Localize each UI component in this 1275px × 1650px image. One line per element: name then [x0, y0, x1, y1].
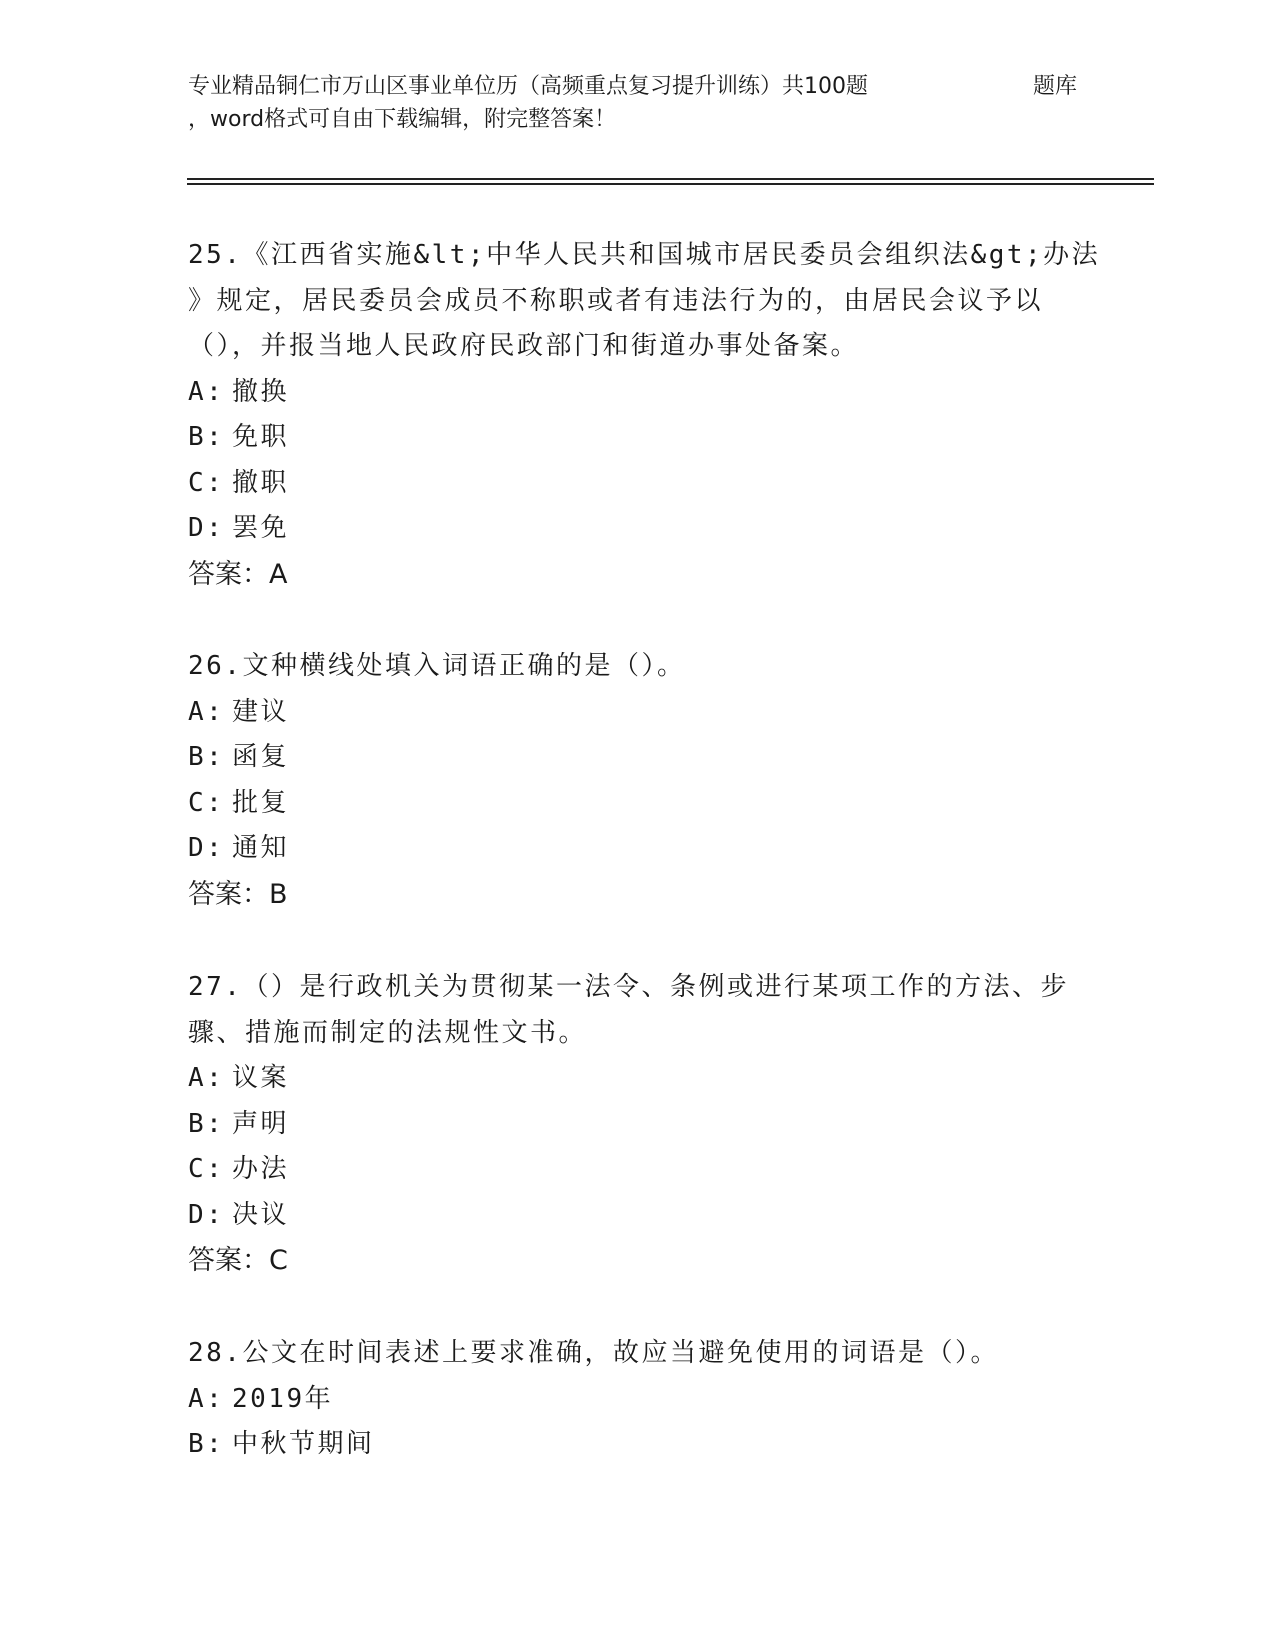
option-text: 罢免 [232, 513, 290, 543]
header-divider-top [187, 178, 1154, 180]
option-a [188, 1377, 1088, 1423]
option-d [188, 506, 1088, 552]
option-label: C: [188, 787, 225, 818]
option-a [188, 370, 1088, 416]
option-a [188, 690, 1088, 736]
option-label: B: [188, 742, 225, 772]
option-text: 撤换 [232, 376, 290, 407]
answer-line: 答案：B [188, 878, 288, 910]
option-label: A: [188, 696, 225, 727]
option-text: 办法 [232, 1154, 290, 1184]
option-c [188, 781, 1088, 827]
question-stem-line: 25.《江西省实施&lt;中华人民共和国城市居民委员会组织法&gt;办法 [188, 240, 1101, 270]
question-28 [188, 1331, 1088, 1468]
option-label: B: [188, 1429, 225, 1459]
question-stem-line: 26.文种横线处填入词语正确的是（）。 [188, 651, 686, 681]
option-label: A: [188, 1063, 225, 1093]
option-text: 2019年 [232, 1383, 334, 1414]
question-stem-line: 》规定，居民委员会成员不称职或者有违法行为的，由居民会议予以 [188, 285, 1044, 316]
option-text: 决议 [232, 1199, 290, 1230]
option-d [188, 1193, 1088, 1239]
question-27 [188, 965, 1088, 1284]
answer-line: 答案：A [188, 558, 288, 590]
header-title-line1: 专业精品铜仁市万山区事业单位历（高频重点复习提升训练）共100题 [188, 74, 868, 99]
option-b [188, 415, 1088, 461]
header-title-line2: ，word格式可自由下载编辑，附完整答案！ [188, 107, 617, 132]
header-divider-bottom [187, 183, 1154, 185]
option-text: 中秋节期间 [232, 1429, 375, 1459]
option-text: 声明 [232, 1108, 290, 1139]
option-label: C: [188, 467, 225, 498]
option-label: B: [188, 1108, 225, 1139]
question-stem-line: 骤、措施而制定的法规性文书。 [188, 1017, 588, 1048]
option-d [188, 826, 1088, 872]
option-c [188, 461, 1088, 507]
option-b [188, 1102, 1088, 1148]
option-text: 免职 [232, 422, 290, 452]
option-b [188, 735, 1088, 781]
option-label: C: [188, 1154, 225, 1184]
option-label: B: [188, 422, 225, 452]
question-stem-line: 27.（）是行政机关为贯彻某一法令、条例或进行某项工作的方法、步 [188, 972, 1069, 1002]
document-header [188, 70, 1088, 136]
option-label: A: [188, 1383, 225, 1414]
option-c [188, 1147, 1088, 1193]
option-text: 批复 [232, 787, 290, 818]
option-label: A: [188, 376, 225, 407]
question-stem-line: （），并报当地人民政府民政部门和街道办事处备案。 [188, 331, 860, 361]
header-title-tag: 题库 [1033, 74, 1078, 99]
option-label: D: [188, 513, 225, 543]
option-text: 函复 [232, 742, 290, 772]
answer-line: 答案：C [188, 1245, 288, 1276]
option-a [188, 1056, 1088, 1102]
option-text: 议案 [232, 1063, 290, 1093]
question-25 [188, 233, 1101, 597]
option-label: D: [188, 833, 225, 863]
option-text: 撤职 [232, 467, 290, 498]
option-text: 建议 [232, 696, 290, 727]
option-b [188, 1422, 1088, 1468]
option-text: 通知 [232, 833, 290, 863]
question-stem-line: 28.公文在时间表述上要求准确，故应当避免使用的词语是（）。 [188, 1338, 999, 1368]
option-label: D: [188, 1199, 225, 1230]
question-26 [188, 644, 1088, 917]
